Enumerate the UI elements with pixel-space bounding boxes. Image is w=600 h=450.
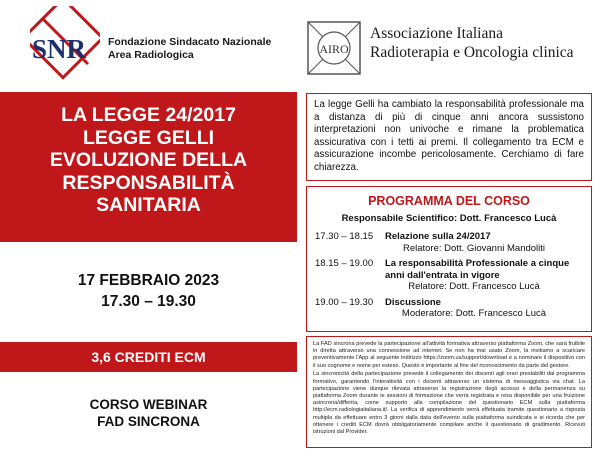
session-title: Discussione [385,296,441,308]
session-time: 17.30 – 18.15 [315,231,374,242]
title-line: SANITARIA [96,194,201,216]
airo-name-line1: Associazione Italiana [370,25,503,42]
fad-notes-box [306,336,592,448]
event-day: 17 FEBBRAIO 2023 [77,272,220,289]
event-title-box [0,92,297,242]
event-date [0,270,297,312]
intro-text: La legge Gelli ha cambiato la responsabilità professionale ma a distanza di più di cinque anni ancora sussistono interpretazioni non univoche e rimane la problematica assicurativa con i tetti ai premi. Il collegamento tra ECM e assicurazione incombe pericolosamente. Cerchiamo di fare chiarezza. [314,99,584,173]
snr-name [108,36,271,62]
title-line: RESPONSABILITÀ [62,171,235,194]
session-speaker: Moderatore: Dott. Francesco Lucà [401,308,547,319]
scientific-responsible: Responsabile Scientifico: Dott. Francesco Lucà [341,213,557,224]
session-time: 18.15 – 19.00 [315,258,374,269]
notes-paragraph: La sincronicità della partecipazione prevede il collegamento dei discenti agli orari prestabiliti dal programma formativo, garantendo l'interattività con i docenti attraverso un sistema di messaggistica via chat. La partecipazione viene dunque rilevata attraverso la registrazione degli accessi e della permanenza su piattaforma Zoom durante le sessioni di formazione che verrà registrata e resa disponibile per una fruizione asincrona/differita, come supporto alla compilazione del questionario ECM sulla piattaforma http://ecm.radiologiaitaliana.it/. La verifica di apprendimento verrà effettuata tramite questionario a risposta multipla da effettuare entro 3 giorni dalla data dell'evento sulla piattaforma suindicata e si ricorda che per ottenere i crediti ECM dovrà obbligatoriamente compilare anche il questionario di gradimento. Ricevuti istruzioni dal Provider. [313,371,585,435]
notes-paragraph: La FAD sincrona prevede la partecipazione all'attività formativa attraverso piattaforma Zoom, che sarà fruibile in diretta attraverso una connessione ad internet. Se non ha mai usato Zoom, la invitiamo a scaricare preventivamente l'App al seguente indirizzo https://zoom.us/support/download e a nominare il dispositivo con il suo cognome e nome per esteso. Questo è importante al fine del riconoscimento da parte del gestore. [313,341,585,369]
title-line: LEGGE GELLI [82,126,215,149]
program-box [306,186,592,332]
course-type-line2: FAD SINCRONA [97,414,200,429]
program-session [315,231,583,254]
svg-text:SNR: SNR [32,34,87,64]
intro-box [306,93,592,181]
session-speaker: Relatore: Dott. Giovanni Mandoliti [402,242,546,254]
program-session [315,258,583,293]
session-title: La responsabilità Professionale a cinque anni dall'entrata in vigore [385,258,570,281]
program-title: PROGRAMMA DEL CORSO [368,194,530,208]
snr-name-line2: Area Radiologica [108,49,194,61]
session-speaker: Relatore: Dott. Francesco Lucà [408,281,540,292]
airo-logo-icon [306,20,362,76]
ecm-credits-banner: 3,6 CREDITI ECM [0,342,297,372]
session-time: 19.00 – 19.30 [315,296,374,308]
svg-text:AIRO: AIRO [319,42,349,56]
airo-name-line2: Radioterapia e Oncologia clinica [370,44,574,61]
event-time: 17.30 – 19.30 [101,293,196,310]
program-session [315,297,583,320]
title-line: LA LEGGE 24/2017 [61,104,236,126]
snr-logo-icon [30,6,100,86]
course-type-line1: CORSO WEBINAR [89,397,208,412]
course-type [0,396,297,430]
title-line: EVOLUZIONE DELLA [49,149,248,171]
airo-name [370,24,574,62]
snr-name-line1: Fondazione Sindacato Nazionale [108,36,272,48]
session-title: Relazione sulla 24/2017 [385,231,491,242]
